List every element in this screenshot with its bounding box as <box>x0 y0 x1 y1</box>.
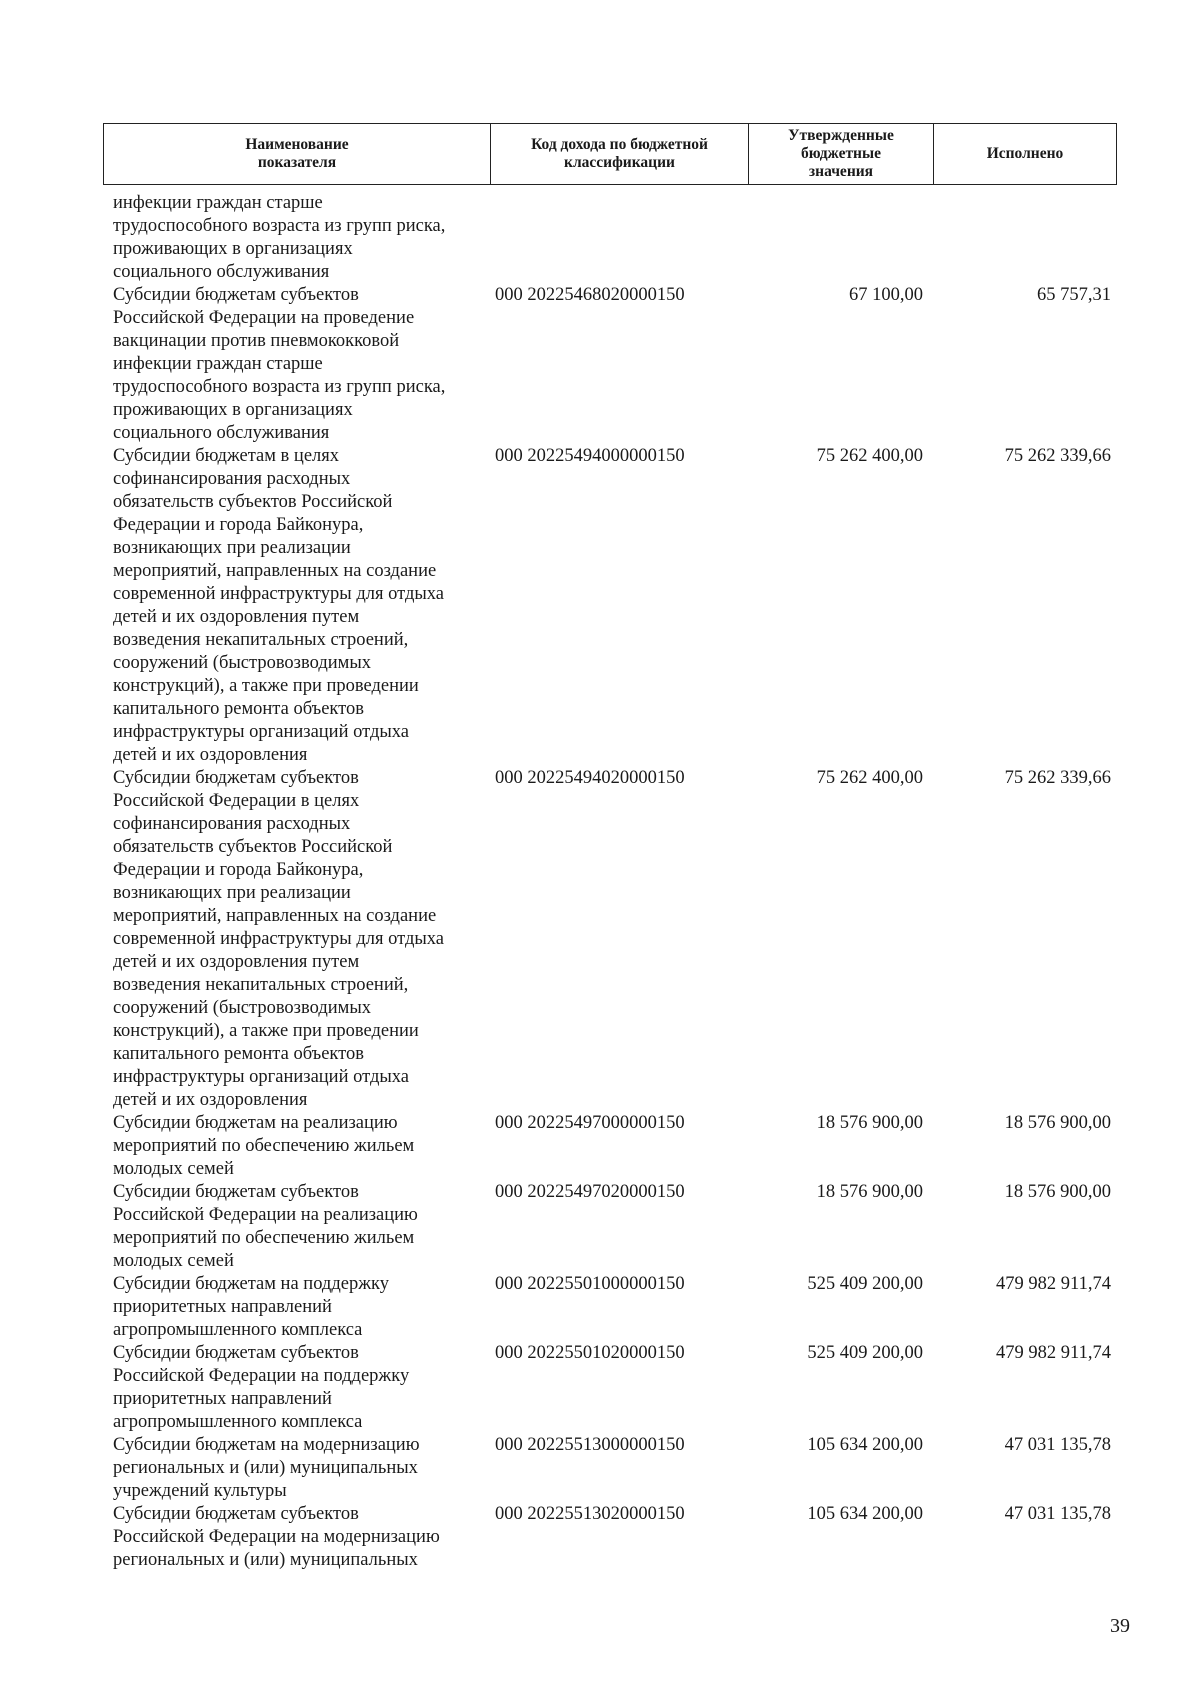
table-row <box>113 445 1117 767</box>
row-executed: 47 031 135,78 <box>1004 1504 1111 1524</box>
row-approved: 67 100,00 <box>849 285 923 305</box>
page-number: 39 <box>1110 1615 1130 1637</box>
row-name: Субсидии бюджетам на модернизацию региональных и (или) муниципальных учреждений культуры <box>113 1435 420 1501</box>
row-executed: 47 031 135,78 <box>1004 1435 1111 1455</box>
row-approved: 105 634 200,00 <box>807 1435 923 1455</box>
row-name: Субсидии бюджетам на реализацию мероприятий по обеспечению жильем молодых семей <box>113 1113 415 1179</box>
header-approved-column <box>749 124 934 184</box>
row-executed: 18 576 900,00 <box>1004 1113 1111 1133</box>
row-name: Субсидии бюджетам субъектов Российской Федерации в целях софинансирования расходных обязательств субъектов Российской Федерации и города Байконура, возникающих при реализации мероприятий, направленных на создание современной инфраструктуры для отдыха детей и их оздоровления путем возведения некапитальных строений, сооружений (быстровозводимых конструкций), а также при проведении капитального ремонта объектов инфраструктуры организаций отдыха детей и их оздоровления <box>113 768 445 1110</box>
header-code-column <box>491 124 749 184</box>
table-header <box>103 123 1117 185</box>
row-approved: 525 409 200,00 <box>807 1274 923 1294</box>
row-code: 000 20225468020000150 <box>495 285 685 305</box>
row-name: инфекции граждан старше трудоспособного возраста из групп риска, проживающих в организациях социального обслуживания <box>113 193 446 282</box>
row-executed: 65 757,31 <box>1037 285 1111 305</box>
header-code-label: Код дохода по бюджетной классификации <box>531 136 708 171</box>
row-name: Субсидии бюджетам в целях софинансирования расходных обязательств субъектов Российской Федерации и города Байконура, возникающих при реализации мероприятий, направленных на создание современной инфраструктуры для отдыха детей и их оздоровления путем возведения некапитальных строений, сооружений (быстровозводимых конструкций), а также при проведении капитального ремонта объектов инфраструктуры организаций отдыха детей и их оздоровления <box>113 446 445 765</box>
table-row <box>113 1112 1117 1181</box>
row-name: Субсидии бюджетам субъектов Российской Федерации на модернизацию региональных и (или) муниципальных <box>113 1504 440 1570</box>
row-executed: 479 982 911,74 <box>996 1343 1111 1363</box>
row-approved: 105 634 200,00 <box>807 1504 923 1524</box>
row-executed: 479 982 911,74 <box>996 1274 1111 1294</box>
header-name-label: Наименование показателя <box>245 136 349 171</box>
table-row <box>113 192 1117 284</box>
row-code: 000 20225494020000150 <box>495 768 685 788</box>
row-executed: 18 576 900,00 <box>1004 1182 1111 1202</box>
row-code: 000 20225497000000150 <box>495 1113 685 1133</box>
row-code: 000 20225513000000150 <box>495 1435 685 1455</box>
header-executed-column <box>934 124 1116 184</box>
row-code: 000 20225497020000150 <box>495 1182 685 1202</box>
table-row <box>113 1181 1117 1273</box>
table-row <box>113 1342 1117 1434</box>
header-executed-label: Исполнено <box>986 145 1064 162</box>
row-approved: 525 409 200,00 <box>807 1343 923 1363</box>
table-row <box>113 284 1117 445</box>
row-approved: 18 576 900,00 <box>816 1113 923 1133</box>
row-code: 000 20225513020000150 <box>495 1504 685 1524</box>
table-body <box>113 192 1117 1572</box>
table-row <box>113 1503 1117 1572</box>
row-name: Субсидии бюджетам субъектов Российской Федерации на реализацию мероприятий по обеспечению жильем молодых семей <box>113 1182 418 1271</box>
table-row <box>113 1434 1117 1503</box>
row-approved: 75 262 400,00 <box>816 768 923 788</box>
header-name-column <box>104 124 491 184</box>
row-name: Субсидии бюджетам субъектов Российской Федерации на проведение вакцинации против пневмококковой инфекции граждан старше трудоспособного возраста из групп риска, проживающих в организациях социального обслуживания <box>113 285 446 443</box>
row-approved: 18 576 900,00 <box>816 1182 923 1202</box>
header-approved-label: Утвержденные бюджетные значения <box>788 127 894 180</box>
row-code: 000 20225501000000150 <box>495 1274 685 1294</box>
table-row <box>113 1273 1117 1342</box>
row-executed: 75 262 339,66 <box>1004 446 1111 466</box>
row-code: 000 20225501020000150 <box>495 1343 685 1363</box>
row-name: Субсидии бюджетам субъектов Российской Федерации на поддержку приоритетных направлений агропромышленного комплекса <box>113 1343 410 1432</box>
table-row <box>113 767 1117 1112</box>
row-name: Субсидии бюджетам на поддержку приоритетных направлений агропромышленного комплекса <box>113 1274 389 1340</box>
row-executed: 75 262 339,66 <box>1004 768 1111 788</box>
row-code: 000 20225494000000150 <box>495 446 685 466</box>
row-approved: 75 262 400,00 <box>816 446 923 466</box>
